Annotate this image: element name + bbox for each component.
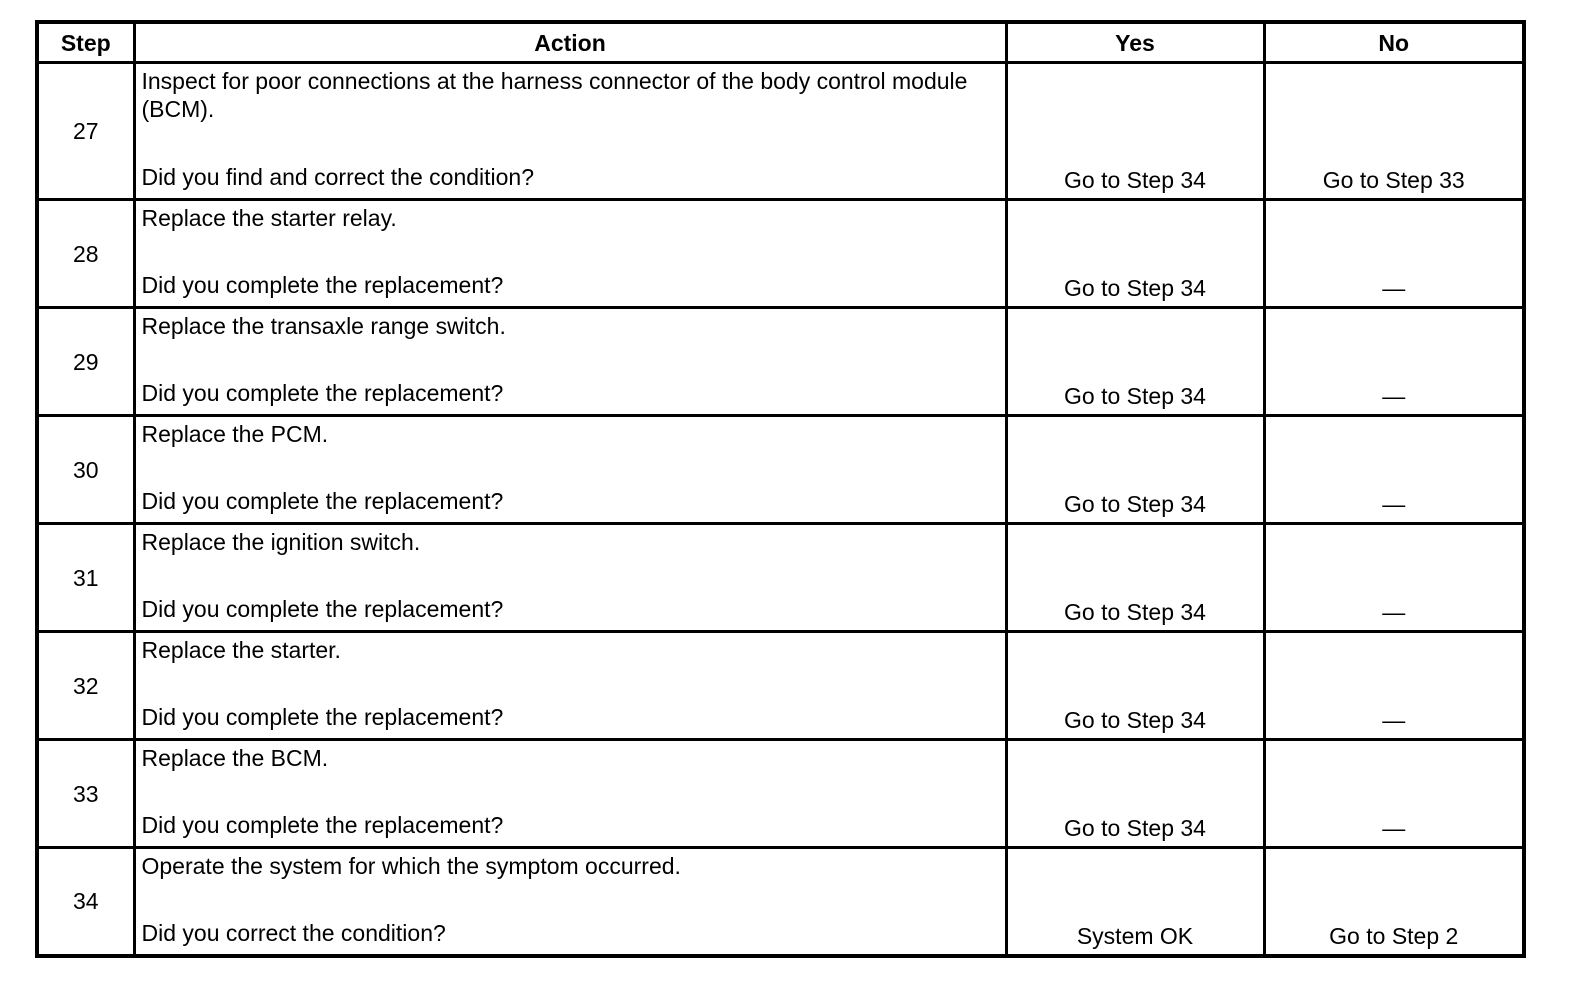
yes-result: Go to Step 34 [1006, 63, 1264, 200]
yes-result: Go to Step 34 [1006, 200, 1264, 308]
step-number: 31 [37, 524, 134, 632]
action-cell [134, 200, 1006, 308]
header-row [37, 22, 1524, 63]
step-number: 28 [37, 200, 134, 308]
table-row [37, 200, 1524, 308]
step-number: 30 [37, 416, 134, 524]
step-number: 27 [37, 63, 134, 200]
step-number: 29 [37, 308, 134, 416]
no-result: Go to Step 2 [1264, 848, 1524, 956]
yes-result: Go to Step 34 [1006, 632, 1264, 740]
table-row [37, 632, 1524, 740]
yes-result: Go to Step 34 [1006, 524, 1264, 632]
action-question: Did you complete the replacement? [141, 488, 504, 514]
action-question: Did you complete the replacement? [141, 812, 504, 838]
yes-result: Go to Step 34 [1006, 416, 1264, 524]
diagnostic-table [35, 20, 1526, 958]
header-step: Step [37, 22, 134, 63]
action-question: Did you complete the replacement? [141, 704, 504, 730]
no-result: — [1264, 524, 1524, 632]
action-instruction: Replace the ignition switch. [141, 529, 421, 555]
no-result: — [1264, 416, 1524, 524]
step-number: 32 [37, 632, 134, 740]
action-question: Did you find and correct the condition? [141, 164, 535, 190]
action-cell [134, 524, 1006, 632]
action-question: Did you complete the replacement? [141, 272, 504, 298]
action-instruction: Replace the starter. [141, 637, 341, 663]
action-question: Did you complete the replacement? [141, 380, 504, 406]
yes-result: Go to Step 34 [1006, 308, 1264, 416]
action-instruction: Operate the system for which the symptom occurred. [141, 853, 681, 879]
action-question: Did you complete the replacement? [141, 596, 504, 622]
action-cell [134, 848, 1006, 956]
action-instruction: Replace the PCM. [141, 421, 329, 447]
action-cell [134, 416, 1006, 524]
action-instruction: Inspect for poor connections at the harness connector of the body control module (BCM). [141, 68, 968, 122]
table-row [37, 308, 1524, 416]
no-result: Go to Step 33 [1264, 63, 1524, 200]
no-result: — [1264, 308, 1524, 416]
action-instruction: Replace the starter relay. [141, 205, 397, 231]
no-result: — [1264, 200, 1524, 308]
table-row [37, 740, 1524, 848]
table-row [37, 416, 1524, 524]
table-body [37, 63, 1524, 956]
action-cell [134, 632, 1006, 740]
header-action: Action [134, 22, 1006, 63]
step-number: 34 [37, 848, 134, 956]
action-question: Did you correct the condition? [141, 920, 446, 946]
table-header [37, 22, 1524, 63]
action-instruction: Replace the BCM. [141, 745, 329, 771]
action-cell [134, 63, 1006, 200]
table-row [37, 524, 1524, 632]
no-result: — [1264, 740, 1524, 848]
action-cell [134, 740, 1006, 848]
yes-result: Go to Step 34 [1006, 740, 1264, 848]
yes-result: System OK [1006, 848, 1264, 956]
header-no: No [1264, 22, 1524, 63]
step-number: 33 [37, 740, 134, 848]
header-yes: Yes [1006, 22, 1264, 63]
table-row [37, 63, 1524, 200]
action-instruction: Replace the transaxle range switch. [141, 313, 506, 339]
action-cell [134, 308, 1006, 416]
table-row [37, 848, 1524, 956]
no-result: — [1264, 632, 1524, 740]
